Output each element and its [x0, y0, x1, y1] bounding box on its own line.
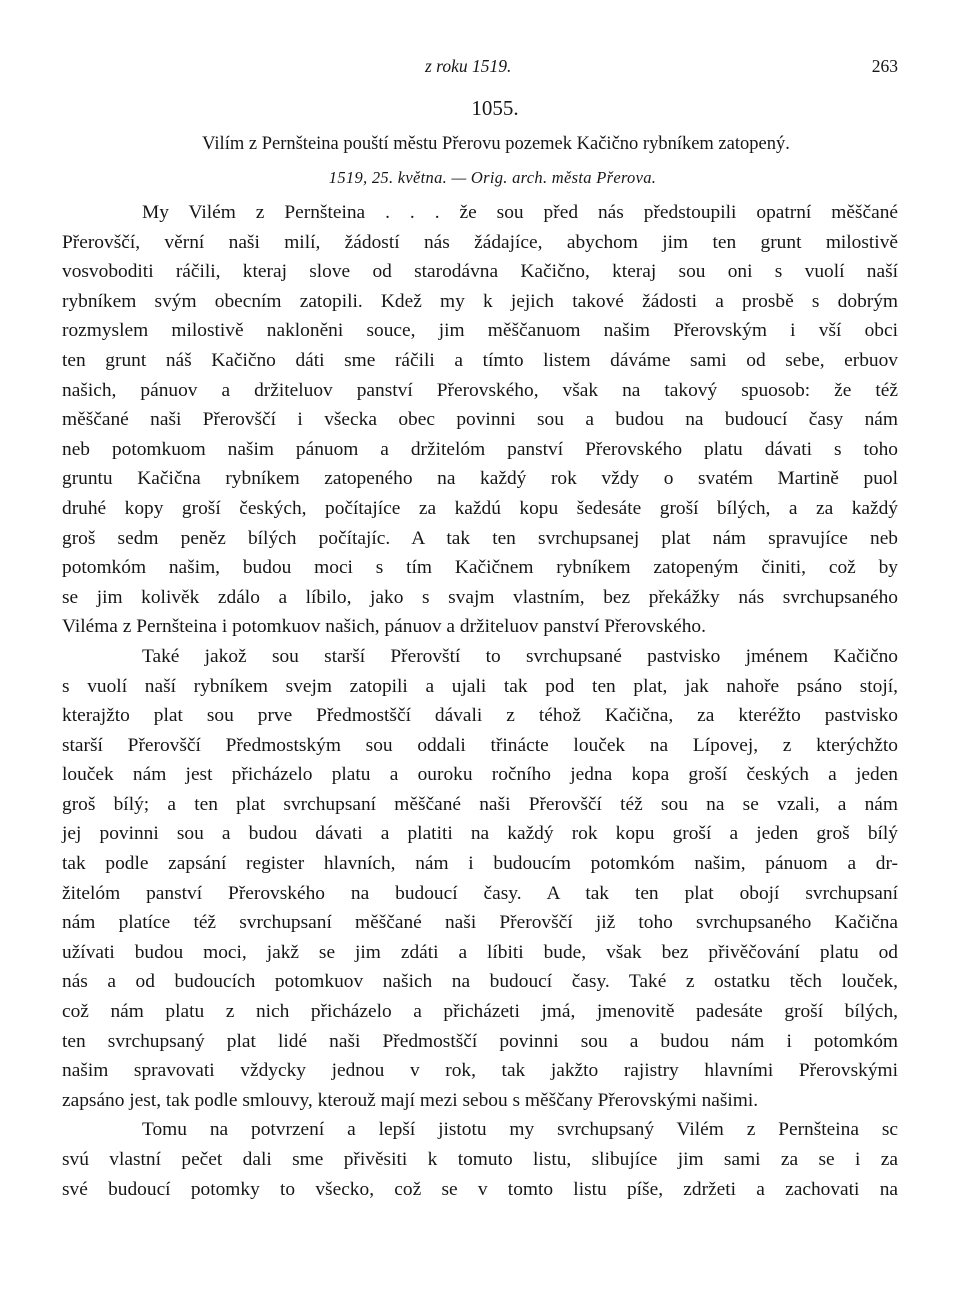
text-line: groš sedm peněz bílých počítajíc. A tak ten svrchupsanej plat nám spravujíce neb — [62, 527, 898, 549]
text-line: nás a od budoucích potomkuov našich na budoucí časy. Také z ostatku těch louček, — [62, 971, 898, 993]
text-line: své budoucí potomky to všecko, což se v tomto listu píše, zdržeti a zachovati na — [62, 1178, 898, 1200]
text-line: Viléma z Pernšteina i potomkuov našich, pánuov a držiteluov panství Přerovského. — [62, 616, 706, 638]
text-line: tak podle zapsání register hlavních, nám i budoucím potomkóm našim, pánuom a dr- — [62, 853, 898, 875]
text-line: což nám platu z nich přicházelo a přicházeti jmá, jmenovitě padesáte groší bílých, — [62, 1001, 898, 1023]
text-line: s vuolí naší rybníkem svejm zatopili a ujali tak pod ten plat, jak nahoře psáno stojí, — [62, 675, 898, 697]
text-line: našich, pánuov a držiteluov panství Přerovského, však na takový spuosob: že též — [62, 379, 898, 401]
page-number: 263 — [871, 56, 898, 76]
book-page — [62, 56, 898, 1204]
text-line: starší Přerovščí Předmostským sou oddali třinácte louček na Lípovej, z kterýchžto — [62, 734, 898, 756]
text-line: užívati budou moci, jakž se jim zdáti a líbiti bude, však bez přivěčování platu od — [62, 941, 898, 963]
text-line: kterajžto plat sou prve Předmostščí dávali z téhož Kačična, za kteréžto pastvisko — [62, 705, 898, 727]
text-line: se jim kolivěk zdálo a líbilo, jako s svajm vlastním, bez překážky nás svrchupsaného — [62, 586, 898, 608]
text-line: ten grunt náš Kačično dáti sme ráčili a tímto listem dáváme sami od sebe, erbuov — [62, 349, 898, 371]
text-line: louček nám jest přicházelo platu a ouroku ročního jedna kopa groší českých a jeden — [62, 764, 898, 786]
document-body — [62, 198, 898, 1204]
text-line: žitelóm panství Přerovského na budoucí časy. A tak ten plat obojí svrchupsaní — [62, 882, 898, 904]
text-line: potomkóm našim, budou moci s tím Kačičnem rybníkem zatopeným činiti, což by — [62, 557, 898, 579]
document-source: 1519, 25. května. — Orig. arch. města Přerova. — [328, 168, 657, 187]
document-summary: Vilím z Pernšteina pouští městu Přerovu pozemek Kačičnо rybníkem zatopený. — [202, 134, 790, 154]
text-line: rozmyslem milostivě nakloněni souce, jim měščanuom našim Přerovským i vší obci — [62, 320, 898, 342]
paragraph-3 — [62, 1115, 898, 1204]
text-line: Přerovščí, věrní naši milí, žádostí nás žádajíce, abychom jim ten grunt milostivě — [62, 231, 898, 253]
paragraph-2 — [62, 642, 898, 1116]
text-line: měščané naši Přerovščí i všecka obec povinni sou a budou na budoucí časy nám — [62, 409, 898, 431]
text-line: zapsáno jest, tak podle smlouvy, kterouž mají mezi sebou s měščany Přerovskými našimi. — [62, 1089, 759, 1111]
paragraph-1 — [62, 198, 898, 642]
text-line: vosvoboditi ráčili, kteraj slove od starodávna Kačično, kteraj sou oni s vuolí naší — [62, 261, 898, 283]
running-title: z roku 1519. — [425, 56, 512, 76]
text-line: Tomu na potvrzení a lepší jistotu my svrchupsaný Vilém z Pernšteina sc — [142, 1119, 898, 1141]
text-line: nám platíce též svrchupsaní měščané naši Přerovščí již toho svrchupsaného Kačična — [62, 912, 898, 934]
text-line: ten svrchupsaný plat lidé naši Předmostščí povinni sou a budou nám i potomkóm — [62, 1030, 898, 1052]
document-number: 1055. — [471, 96, 519, 120]
text-line: našim spravovati vždycky jednou v rok, tak jakžto rajistry hlavními Přerovskými — [62, 1060, 898, 1082]
text-line: groš bílý; a ten plat svrchupsaní měščané naši Přerovščí též sou na se vzali, a nám — [62, 793, 898, 815]
text-line: My Vilém z Pernšteina . . . že sou před nás předstoupili opatrní měščané — [142, 202, 898, 223]
text-line: svú vlastní pečet dali sme přivěsiti k tomuto listu, slibujíce jim sami za se i za — [62, 1149, 898, 1170]
text-line: gruntu Kačična rybníkem zatopeného na každý rok vždy o svatém Martině puol — [62, 468, 898, 490]
text-line: Také jakož sou starší Přerovští to svrchupsané pastvisko jménem Kačično — [142, 645, 898, 667]
text-line: neb potomkuom našim pánuom a držitelóm panství Přerovského platu dávati s toho — [62, 438, 898, 460]
text-line: rybníkem svým obecním zatopili. Kdež my k jejich takové žádosti a prosbě s dobrým — [62, 290, 898, 312]
text-line: jej povinni sou a budou dávati a platiti na každý rok kopu groší a jeden groš bílý — [62, 823, 898, 845]
text-line: druhé kopy groší českých, počítajíce za každú kopu šedesáte groší bílých, a za každý — [62, 497, 898, 519]
running-head — [62, 56, 898, 86]
